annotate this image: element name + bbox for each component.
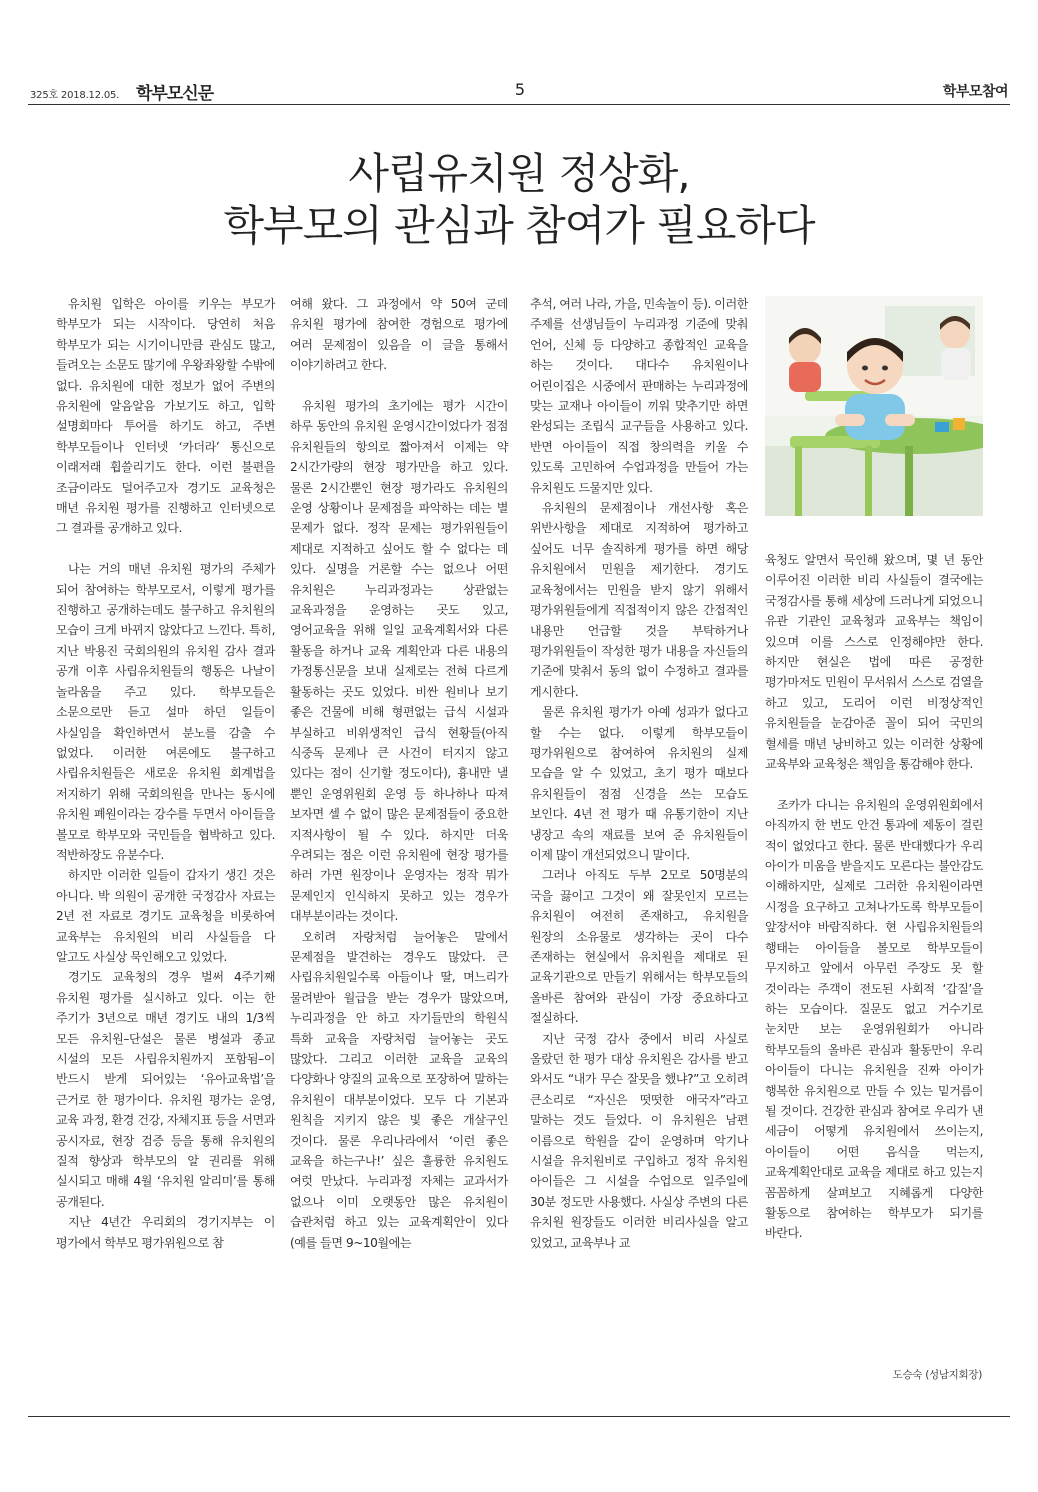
paragraph: 경기도 교육청의 경우 벌써 4주기째 유치원 평가를 실시하고 있다. 이는 한 주기가 3년으로 매년 경기도 내의 1/3씩 모든 유치원–단설은 물론 병설과 종교 시설의 모든 사립유치원까지 포함됨–이 반드시 받게 되어있는 ‘유아교육법’을 근거로 한 평가이다. 유치원 평가는 운영, 교육 과정, 환경 건강, 자체지표 등을 서면과 공시자료, 현장 검증 등을 통해 유치원의 질적 향상과 학부모의 알 권리를 위해 실시되고 매해 4월 ‘유치원 알리미’를 통해 공개된다. xyxy=(56,970,275,1209)
section-title: 학부모참여 xyxy=(942,84,1008,100)
paragraph: 지난 4년간 우리회의 경기지부는 이 평가에서 학부모 평가위원으로 참 xyxy=(56,1215,275,1250)
paragraph: 지난 국정 감사 중에서 비리 사실로 올랐던 한 평가 대상 유치원은 감사를 받고 와서도 “내가 무슨 잘못을 했냐?”고 오히려 큰소리로 “자신은 떳떳한 애국자”라고 말하는 것도 들었다. 이 유치원은 남편 이름으로 학원을 같이 운영하며 악기나 시설을 유치원비로 구입하고 정작 유치원 아이들은 그 시설을 수업으로 일주일에 30분 정도만 사용했다. 사실상 주변의 다른 유치원 원장들도 이러한 비리사실을 알고 있었고, 교육부나 교 xyxy=(530,1031,748,1250)
article-column-4 xyxy=(765,550,983,1244)
paragraph: 물론 유치원 평가가 아예 성과가 없다고 할 수는 없다. 이렇게 학부모들이 평가위원으로 참여하여 유치원의 실제 모습을 알 수 있었고, 초기 평가 때보다 유치원들이 점점 신경을 쓰는 모습도 보인다. 4년 전 평가 때 유통기한이 지난 냉장고 속의 재료를 보여 준 유치원들이 이제 많이 개선되었으니 말이다. xyxy=(530,705,748,862)
article-column-1 xyxy=(56,294,275,1253)
page-header xyxy=(28,78,1010,104)
newspaper-logo: 학부모신문 xyxy=(136,84,214,104)
paragraph: 오히려 자랑처럼 늘어놓은 말에서 문제점을 발견하는 경우도 많았다. 큰 사립유치원일수록 아들이나 딸, 며느리가 물려받아 월급을 받는 경우가 많았으며, 누리과정을 안 하고 자기들만의 학원식 특화 교육을 자랑처럼 늘어놓는 곳도 많았다. 그리고 이러한 교육을 교육의 다양화나 양질의 교육으로 포장하여 말하는 유치원이 대부분이었다. 모두 다 기본과 원칙을 지키지 않은 빛 좋은 개살구인 것이다. 물론 우리나라에서 ‘이런 좋은 교육을 하는구나!’ 싶은 훌륭한 유치원도 여럿 만났다. 누리과정 자체는 교과서가 없으나 이미 오랫동안 많은 유치원이 습관처럼 하고 있는 교육계획안이 있다(예를 들면 9~10월에는 xyxy=(290,929,508,1250)
paragraph: 육청도 알면서 묵인해 왔으며, 몇 년 동안 이루어진 이러한 비리 사실들이 결국에는 국정감사를 통해 세상에 드러나게 되었으니 유관 기관인 교육청과 교육부는 책임이 있으며 이를 스스로 인정해야만 한다. 하지만 현실은 법에 따른 공정한 평가마저도 민원이 무서워서 스스로 검열을 하고 있고, 도리어 이런 비정상적인 유치원들을 눈감아준 꼴이 되어 국민의 혈세를 매년 낭비하고 있는 이러한 상황에 교육부와 교육청은 책임을 통감해야 한다. xyxy=(765,553,983,772)
paragraph: 유치원 입학은 아이를 키우는 부모가 학부모가 되는 시작이다. 당연히 처음 학부모가 되는 시기이니만큼 관심도 많고, 들려오는 소문도 많기에 우왕좌왕할 수밖에 없다. 유치원에 대한 정보가 없어 주변의 유치원에 알음알음 가보기도 하고, 입학 설명회마다 투어를 하기도 하고, 주변 학부모들이나 인터넷 ‘카더라’ 통신으로 이래저래 휩쓸리기도 한다. 이런 불편을 조금이라도 덜어주고자 경기도 교육청은 매년 유치원 평가를 진행하고 인터넷으로 그 결과를 공개하고 있다. xyxy=(56,297,275,536)
article-column-3 xyxy=(530,294,748,1253)
article-column-2 xyxy=(290,294,508,1253)
footer-rule xyxy=(28,1416,1010,1417)
paragraph: 하지만 이러한 일들이 갑자기 생긴 것은 아니다. 박 의원이 공개한 국정감사 자료는 2년 전 자료로 경기도 교육청을 비롯하여 교육부는 유치원의 비리 사실들을 다 알고도 사실상 묵인해오고 있었다. xyxy=(56,868,275,964)
article-headline xyxy=(0,148,1038,252)
paragraph: 유치원의 문제점이나 개선사항 혹은 위반사항을 제대로 지적하여 평가하고 싶어도 너무 솔직하게 평가를 하면 해당 유치원에서 민원을 제기한다. 경기도 교육청에서는 민원을 받지 않기 위해서 평가위원들에게 직접적이지 않은 간접적인 내용만 언급할 것을 부탁하거나 평가위원들이 작성한 평가 내용을 자신들의 기준에 맞춰서 동의 없이 수정하고 결과를 게시한다. xyxy=(530,501,748,699)
paragraph: 그러나 아직도 두부 2모로 50명분의 국을 끓이고 그것이 왜 잘못인지 모르는 유치원이 여전히 존재하고, 유치원을 원장의 소유물로 생각하는 곳이 다수 존재하는 현실에서 유치원을 제대로 된 교육기관으로 만들기 위해서는 학부모들의 올바른 참여와 관심이 가장 중요하다고 절실하다. xyxy=(530,868,748,1026)
page-number: 5 xyxy=(514,80,526,99)
headline-line-1: 사립유치원 정상화, xyxy=(348,149,690,198)
paragraph: 추석, 여러 나라, 가을, 민속놀이 등). 이러한 주제를 선생님들이 누리과정 기준에 맞춰 언어, 신체 등 다양하고 종합적인 교육을 하는 것이다. 대다수 유치원이나 어린이집은 시중에서 판매하는 누리과정에 맞는 교재나 아이들이 끼워 맞추기만 하면 완성되는 조립식 교구들을 사용하고 있다. 반면 아이들이 직접 창의력을 키울 수 있도록 고민하여 수업과정을 만들어 가는 유치원도 드물지만 있다. xyxy=(530,297,748,495)
paragraph: 조카가 다니는 유치원의 운영위원회에서 아직까지 한 번도 안건 통과에 제동이 걸린 적이 없었다고 한다. 물론 반대했다가 우리 아이가 미움을 받을지도 모른다는 불안감도 이해하지만, 실제로 그러한 유치원이라면 시정을 요구하고 고쳐나가도록 학부모들이 앞장서야 바람직하다. 현 사립유치원들의 행태는 아이들을 볼모로 학부모들이 무지하고 앞에서 아무런 주장도 못 할 것이라는 주객이 전도된 사회적 ‘갑질’을 하는 모습이다. 질문도 없고 거수기로 눈치만 보는 운영위원회가 아니라 학부모들의 올바른 관심과 활동만이 우리 아이들이 다니는 유치원을 진짜 아이가 행복한 유치원으로 만들 수 있는 밑거름이 될 것이다. 건강한 관심과 참여로 우리가 낸 세금이 어떻게 유치원에서 쓰이는지, 아이들이 어떤 음식을 먹는지, 교육계획안대로 교육을 제대로 하고 있는지 꼼꼼하게 살펴보고 지혜롭게 다양한 활동으로 참여하는 학부모가 되기를 바란다. xyxy=(765,797,983,1241)
children-classroom-photo xyxy=(765,296,983,516)
issue-date: 325호 2018.12.05. xyxy=(30,90,120,101)
author-byline: 도승숙 (성남지회장) xyxy=(892,1369,982,1381)
headline-line-2: 학부모의 관심과 참여가 필요하다 xyxy=(223,201,815,250)
paragraph: 유치원 평가의 초기에는 평가 시간이 하루 동안의 유치원 운영시간이었다가 점점 유치원들의 항의로 짧아져서 이제는 약 2시간가량의 현장 평가만을 하고 있다. 물론 2시간뿐인 현장 평가라도 유치원의 운영 상황이나 문제점을 파악하는 데는 별 문제가 없다. 정작 문제는 평가위원들이 제대로 지적하고 싶어도 할 수 없다는 데 있다. 실명을 거론할 수는 없으나 어떤 유치원은 누리과정과는 상관없는 교육과정을 운영하는 곳도 있고, 영어교육을 위해 일일 교육계획서와 다른 활동을 하거나 교육 계획안과 다른 내용의 가정통신문을 보내 실제로는 전혀 다르게 활동하는 곳도 있었다. 비싼 원비나 보기 좋은 건물에 비해 형편없는 급식 시설과 부실하고 비위생적인 급식 현황들(아직 식중독 문제나 큰 사건이 터지지 않고 있다는 점이 신기할 정도이다), 흉내만 낼 뿐인 운영위원회 운영 등 하나하나 따져 보자면 셀 수 없이 많은 문제점들이 중요한 지적사항이 될 수 있다. 하지만 더욱 우려되는 점은 이런 유치원에 현장 평가를 하러 가면 원장이나 운영자는 정작 뭐가 문제인지 인식하지 못하고 있는 경우가 대부분이라는 것이다. xyxy=(290,399,508,924)
paragraph: 나는 거의 매년 유치원 평가의 주체가 되어 참여하는 학부모로서, 이렇게 평가를 진행하고 공개하는데도 불구하고 유치원의 모습이 크게 바뀌지 않았다고 느낀다. 특히, 지난 박용진 국회의원의 유치원 감사 결과 공개 이후 사립유치원들의 행동은 나날이 놀라움을 주고 있다. 학부모들은 소문으로만 듣고 설마 하던 일들이 사실임을 확인하면서 분노를 감출 수 없었다. 이러한 여론에도 불구하고 사립유치원들은 새로운 유치원 회계법을 저지하기 위해 국회의원을 만나는 동시에 유치원 폐원이라는 강수를 두면서 아이들을 볼모로 학부모와 국민들을 협박하고 있다. 적반하장도 유분수다. xyxy=(56,562,275,862)
paragraph: 여해 왔다. 그 과정에서 약 50여 군데 유치원 평가에 참여한 경험으로 평가에 여러 문제점이 있음을 이 글을 통해서 이야기하려고 한다. xyxy=(290,297,508,373)
header-rule xyxy=(28,104,1010,105)
children-photo-illustration xyxy=(765,296,983,516)
